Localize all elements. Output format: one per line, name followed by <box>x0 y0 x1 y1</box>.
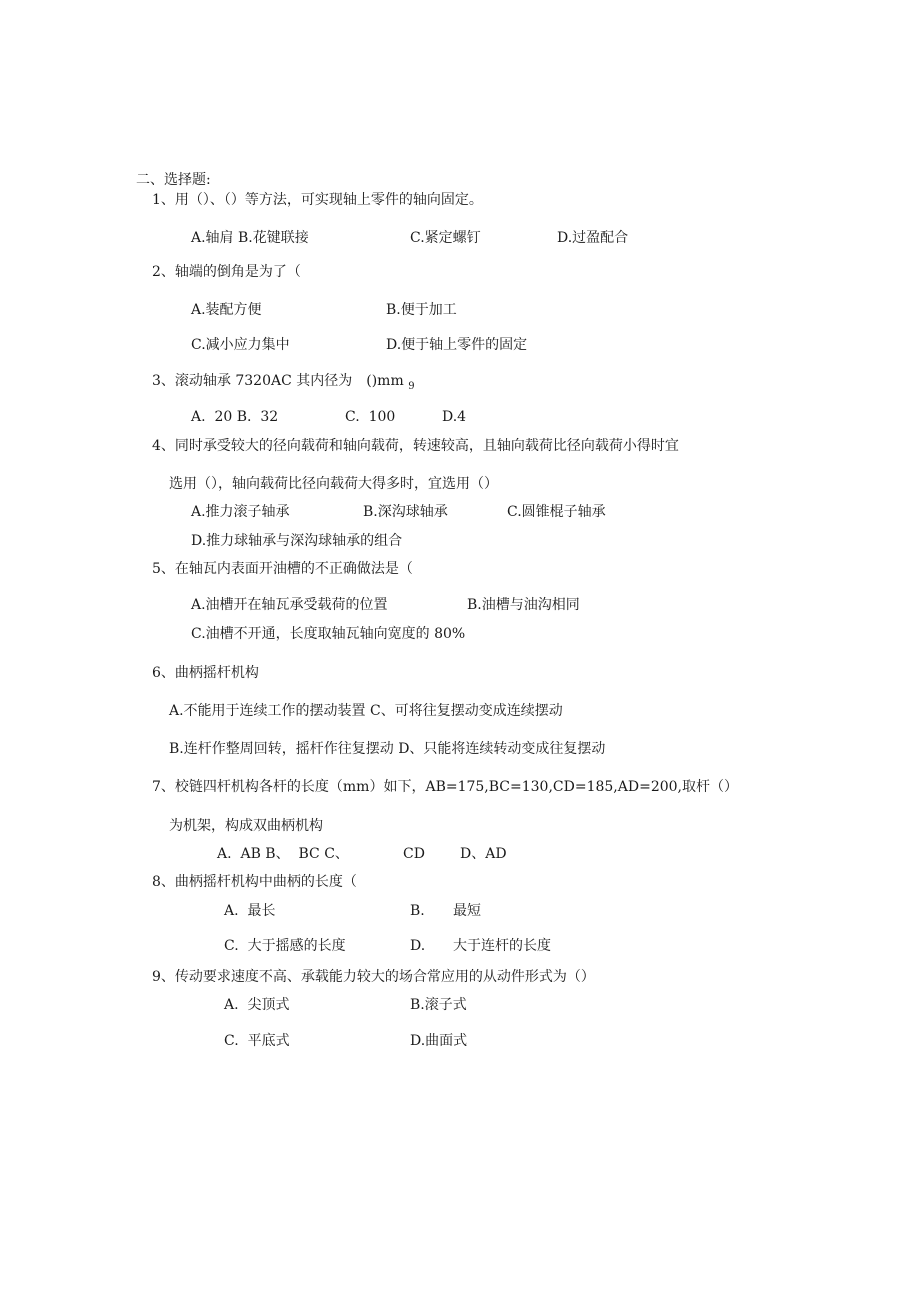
q2-option-c: C.减小应力集中 <box>191 337 290 353</box>
q9-option-a: A. 尖顶式 <box>224 997 290 1013</box>
q3-stem-tail: 9 <box>408 381 415 392</box>
q7-option-cd: CD <box>403 846 425 862</box>
q2-option-a: A.装配方便 <box>191 302 262 318</box>
q7-option-d: D、AD <box>460 846 507 862</box>
q3-option-a-b: A. 20 B. 32 <box>191 409 279 425</box>
q3-option-d: D.4 <box>442 409 467 425</box>
q4-option-d: D.推力球轴承与深沟球轴承的组合 <box>191 533 403 549</box>
q8-option-d-text: 大于连杆的长度 <box>453 938 551 954</box>
q8-stem: 8、曲柄摇杆机构中曲柄的长度（ <box>152 874 357 890</box>
q2-stem: 2、轴端的倒角是为了（ <box>152 264 301 280</box>
q4-option-c: C.圆锥棍子轴承 <box>507 504 606 520</box>
q3-option-c: C. 100 <box>345 409 396 425</box>
q7-stem: 7、校链四杆机构各杆的长度（mm）如下，AB=175,BC=130,CD=185,AD=200,取杆（） <box>152 779 738 795</box>
q8-option-b-letter: B. <box>410 903 425 919</box>
q1-option-a-b: A.轴肩 B.花键联接 <box>191 230 309 246</box>
q3-stem-text: 3、滚动轴承 7320AC 其内径为 ()mm <box>152 373 404 389</box>
q4-stem: 4、同时承受较大的径向载荷和轴向载荷，转速较高，且轴向载荷比径向载荷小得时宜 <box>152 438 679 454</box>
q4-option-b: B.深沟球轴承 <box>363 504 448 520</box>
q9-option-b: B.滚子式 <box>410 997 467 1013</box>
q7-stem-continued: 为机架，构成双曲柄机构 <box>169 818 323 834</box>
q2-option-b: B.便于加工 <box>386 302 457 318</box>
q9-option-d: D.曲面式 <box>410 1033 468 1049</box>
section-title: 二、选择题: <box>136 172 211 188</box>
q3-stem <box>152 372 415 392</box>
q5-option-b: B.油槽与油沟相同 <box>467 597 580 613</box>
q6-options-line-1: A.不能用于连续工作的摆动装置 C、可将往复摆动变成连续摆动 <box>169 703 563 719</box>
q2-option-d: D.便于轴上零件的固定 <box>386 337 528 353</box>
q5-stem: 5、在轴瓦内表面开油槽的不正确做法是（ <box>152 561 413 577</box>
q9-option-c: C. 平底式 <box>224 1033 290 1049</box>
q6-stem: 6、曲柄摇杆机构 <box>152 665 259 681</box>
q6-options-line-2: B.连杆作整周回转，摇杆作往复摆动 D、只能将连续转动变成往复摆动 <box>169 741 606 757</box>
q8-option-b-text: 最短 <box>453 903 481 919</box>
q1-option-d: D.过盈配合 <box>557 230 629 246</box>
q9-stem: 9、传动要求速度不高、承载能力较大的场合常应用的从动件形式为（） <box>152 969 595 985</box>
q4-option-a: A.推力滚子轴承 <box>191 504 290 520</box>
q1-stem: 1、用（）、（）等方法，可实现轴上零件的轴向固定。 <box>152 192 483 208</box>
q4-stem-continued: 选用（），轴向载荷比径向载荷大得多时，宜选用（） <box>169 476 498 492</box>
q8-option-d-letter: D. <box>410 938 426 954</box>
q5-option-c: C.油槽不开通，长度取轴瓦轴向宽度的 80% <box>191 626 466 642</box>
q8-option-c: C. 大于摇感的长度 <box>224 938 346 954</box>
q1-option-c: C.紧定螺钉 <box>410 230 481 246</box>
q7-option-a-b-c: A. AB B、 BC C、 <box>217 846 349 862</box>
q5-option-a: A.油槽开在轴瓦承受载荷的位置 <box>191 597 388 613</box>
q8-option-a: A. 最长 <box>224 903 276 919</box>
